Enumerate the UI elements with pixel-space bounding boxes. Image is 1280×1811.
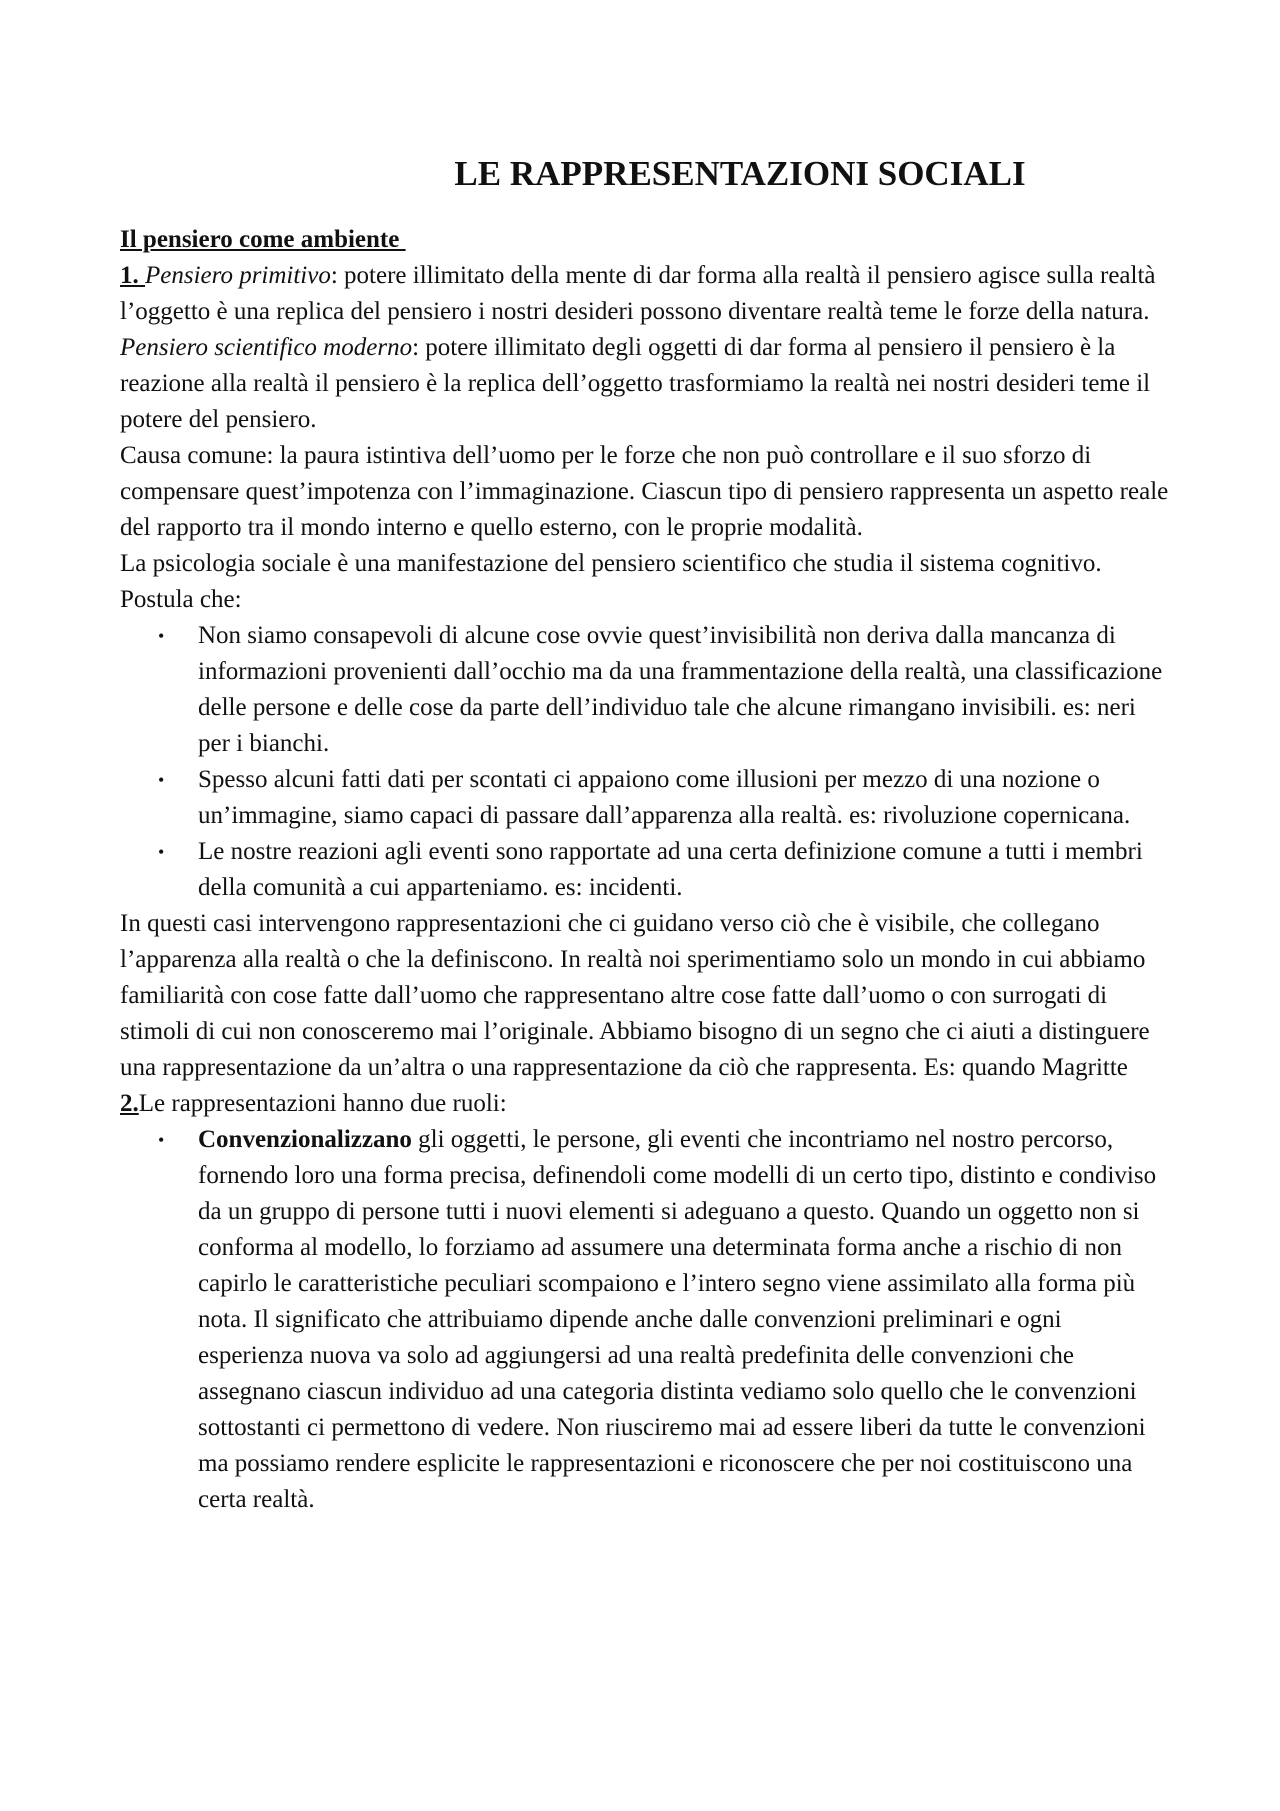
postulates-list: [120, 618, 1170, 906]
term-conventionalize: Convenzionalizzano: [198, 1126, 412, 1153]
document-body: [120, 258, 1170, 1518]
paragraph-text: : potere illimitato della mente di dar forma alla realtà il pensiero agisce sulla realtà l’oggetto è una replica del pensiero i nostri desideri possono diventare realtà teme le forze della natura.: [120, 262, 1156, 325]
item-number: 2.: [120, 1090, 139, 1117]
list-item: [120, 762, 1170, 834]
paragraph-text: : potere illimitato degli oggetti di dar forma al pensiero il pensiero è la reazione alla realtà il pensiero è la replica dell’oggetto trasformiamo la realtà nei nostri desideri teme il potere del pensiero.: [120, 334, 1151, 433]
bullet-icon: •: [158, 626, 165, 646]
bullet-icon: •: [158, 842, 165, 862]
bullet-icon: •: [158, 770, 165, 790]
list-item-text: Le nostre reazioni agli eventi sono rapportate ad una certa definizione comune a tutti i membri della comunità a cui apparteniamo. es: incidenti.: [198, 838, 1143, 901]
roles-list: [120, 1122, 1170, 1518]
paragraph-social-psychology: La psicologia sociale è una manifestazione del pensiero scientifico che studia il sistema cognitivo. Postula che:: [120, 550, 1102, 613]
list-item: [120, 1122, 1170, 1518]
bullet-icon: •: [158, 1130, 165, 1150]
paragraph-representations: In questi casi intervengono rappresentazioni che ci guidano verso ciò che è visibile, che collegano l’apparenza alla realtà o che la definiscono. In realtà noi sperimentiamo solo un mondo in cui abbiamo familiarità con cose fatte dall’uomo che rappresentano altre cose fatte dall’uomo o con surrogati di stimoli di cui non conosceremo mai l’originale. Abbiamo bisogno di un segno che ci aiuti a distinguere una rappresentazione da un’altra o una rappresentazione da ciò che rappresenta. Es: quando Magritte: [120, 910, 1150, 1081]
list-item-text: Spesso alcuni fatti dati per scontati ci appaiono come illusioni per mezzo di una nozione o un’immagine, siamo capaci di passare dall’apparenza alla realtà. es: rivoluzione copernicana.: [198, 766, 1131, 829]
item-number: 1.: [120, 262, 145, 289]
list-item-text: gli oggetti, le persone, gli eventi che incontriamo nel nostro percorso, fornendo loro una forma precisa, definendoli come modelli di un certo tipo, distinto e condiviso da un gruppo di persone tutti i nuovi elementi si adeguano a questo. Quando un oggetto non si conforma al modello, lo forziamo ad assumere una determinata forma anche a rischio di non capirlo le caratteristiche peculiari scompaiono e l’intero segno viene assimilato alla forma più nota. Il significato che attribuiamo dipende anche dalle convenzioni preliminari e ogni esperienza nuova va solo ad aggiungersi ad una realtà predefinita delle convenzioni che assegnano ciascun individuo ad una categoria distinta vediamo solo quello che le convenzioni sottostanti ci permettono di vedere. Non riusciremo mai ad essere liberi da tutte le convenzioni ma possiamo rendere esplicite le rappresentazioni e riconoscere che per noi costituiscono una certa realtà.: [198, 1126, 1157, 1513]
paragraph-two-roles: [120, 1086, 1170, 1122]
document-title: LE RAPPRESENTAZIONI SOCIALI: [454, 154, 1026, 193]
term-scientific-thought: Pensiero scientifico moderno: [120, 334, 413, 361]
paragraph-scientific-thought: [120, 330, 1170, 438]
term-primitive-thought: Pensiero primitivo: [145, 262, 331, 289]
paragraph-common-cause: Causa comune: la paura istintiva dell’uomo per le forze che non può controllare e il suo sforzo di compensare quest’impotenza con l’immaginazione. Ciascun tipo di pensiero rappresenta un aspetto reale del rapporto tra il mondo interno e quello esterno, con le proprie modalità.: [120, 442, 1169, 541]
list-item: [120, 834, 1170, 906]
paragraph-primitive-thought: [120, 258, 1170, 330]
section-heading: Il pensiero come ambiente: [120, 226, 406, 253]
paragraph-text: Le rappresentazioni hanno due ruoli:: [138, 1090, 507, 1117]
list-item-text: Non siamo consapevoli di alcune cose ovvie quest’invisibilità non deriva dalla mancanza di informazioni provenienti dall’occhio ma da una frammentazione della realtà, una classificazione delle persone e delle cose da parte dell’individuo tale che alcune rimangano invisibili. es: neri per i bianchi.: [198, 622, 1163, 757]
list-item: [120, 618, 1170, 762]
